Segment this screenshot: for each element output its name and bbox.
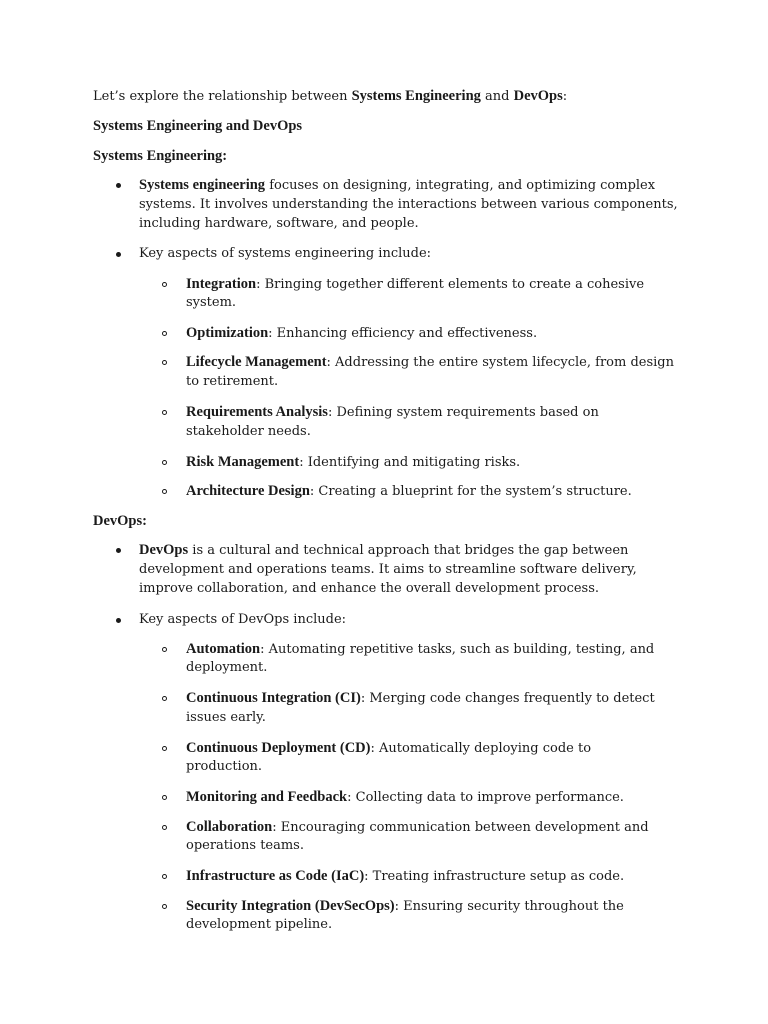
circle-bullet <box>162 460 167 465</box>
circle-bullet <box>162 874 167 879</box>
se-item-term: Integration <box>186 276 257 292</box>
circle-bullet <box>162 360 167 365</box>
bullet-dot <box>116 183 121 188</box>
intro-term-systems-engineering: Systems Engineering <box>351 88 481 104</box>
se-item-architecture <box>186 481 632 502</box>
circle-bullet <box>162 825 167 830</box>
bullet-dot <box>116 252 121 257</box>
se-bullet-1-term: Systems engineering <box>139 177 266 193</box>
se-item-risk <box>186 452 520 473</box>
se-bullet-1-line-3: including hardware, software, and people. <box>139 216 419 231</box>
se-item-text: : Defining system requirements based on <box>327 405 599 420</box>
devops-item-automation-cont: deployment. <box>186 660 268 675</box>
devops-item-iac <box>186 866 624 887</box>
circle-bullet <box>162 282 167 287</box>
intro-term-devops: DevOps <box>513 88 563 104</box>
devops-item-text: : Ensuring security throughout the <box>394 899 624 914</box>
circle-bullet <box>162 410 167 415</box>
devops-item-text: : Automatically deploying code to <box>370 741 592 756</box>
devops-item-collaboration-cont: operations teams. <box>186 838 304 853</box>
circle-bullet <box>162 795 167 800</box>
devops-item-text: : Automating repetitive tasks, such as building, testing, and <box>260 642 655 657</box>
se-bullet-1-text: focuses on designing, integrating, and optimizing complex <box>265 178 656 193</box>
devops-bullet-1-text: is a cultural and technical approach that bridges the gap between <box>188 543 629 558</box>
devops-item-term: Continuous Integration (CI) <box>186 690 361 706</box>
document-title: Systems Engineering and DevOps <box>93 118 303 134</box>
devops-bullet-1-term: DevOps <box>139 542 189 558</box>
devops-item-term: Automation <box>186 641 261 657</box>
section-heading-devops: DevOps: <box>93 513 147 529</box>
intro-mid: and <box>480 89 514 104</box>
intro-prefix: Let’s explore the relationship between <box>93 89 352 104</box>
se-item-optimization <box>186 323 537 344</box>
se-item-term: Lifecycle Management <box>186 354 327 370</box>
devops-item-ci-cont: issues early. <box>186 710 266 725</box>
devops-bullet-1-line-3: improve collaboration, and enhance the overall development process. <box>139 581 600 596</box>
intro-suffix: : <box>562 89 568 104</box>
intro-paragraph <box>93 86 567 107</box>
devops-item-term: Collaboration <box>186 819 273 835</box>
bullet-dot <box>116 618 121 623</box>
devops-item-collaboration <box>186 817 649 838</box>
devops-item-text: : Merging code changes frequently to detect <box>360 691 655 706</box>
devops-item-automation <box>186 639 654 660</box>
bullet-dot <box>116 548 121 553</box>
devops-item-devsecops-cont: development pipeline. <box>186 917 333 932</box>
circle-bullet <box>162 746 167 751</box>
se-item-integration <box>186 274 644 295</box>
devops-item-devsecops <box>186 896 624 917</box>
devops-item-term: Monitoring and Feedback <box>186 789 348 805</box>
devops-item-cd <box>186 738 591 759</box>
se-item-term: Requirements Analysis <box>186 404 328 420</box>
se-item-requirements-cont: stakeholder needs. <box>186 424 311 439</box>
se-bullet-2: Key aspects of systems engineering include: <box>139 246 432 261</box>
circle-bullet <box>162 904 167 909</box>
devops-item-text: : Encouraging communication between development and <box>272 820 649 835</box>
devops-item-monitoring <box>186 787 624 808</box>
devops-bullet-2: Key aspects of DevOps include: <box>139 612 347 627</box>
se-item-text: : Enhancing efficiency and effectiveness. <box>268 326 538 341</box>
se-item-text: : Bringing together different elements to create a cohesive <box>256 277 645 292</box>
se-item-text: : Identifying and mitigating risks. <box>299 455 521 470</box>
circle-bullet <box>162 489 167 494</box>
se-item-requirements <box>186 402 599 423</box>
se-item-integration-cont: system. <box>186 295 237 310</box>
devops-item-text: : Treating infrastructure setup as code. <box>364 869 625 884</box>
devops-item-ci <box>186 688 655 709</box>
devops-item-term: Infrastructure as Code (IaC) <box>186 868 365 884</box>
circle-bullet <box>162 331 167 336</box>
se-item-text: : Addressing the entire system lifecycle, from design <box>326 355 674 370</box>
se-item-text: : Creating a blueprint for the system’s structure. <box>309 484 632 499</box>
circle-bullet <box>162 696 167 701</box>
se-item-lifecycle <box>186 352 674 373</box>
se-item-term: Architecture Design <box>186 483 310 499</box>
devops-item-cd-cont: production. <box>186 759 263 774</box>
se-bullet-1-line-1 <box>139 175 655 196</box>
circle-bullet <box>162 647 167 652</box>
devops-item-text: : Collecting data to improve performance. <box>347 790 624 805</box>
se-bullet-1-line-2: systems. It involves understanding the interactions between various components, <box>139 197 678 212</box>
se-item-term: Risk Management <box>186 454 300 470</box>
devops-bullet-1-line-2: development and operations teams. It aims to streamline software delivery, <box>139 562 637 577</box>
se-item-term: Optimization <box>186 325 269 341</box>
se-item-lifecycle-cont: to retirement. <box>186 374 279 389</box>
devops-item-term: Security Integration (DevSecOps) <box>186 898 395 914</box>
section-heading-systems-engineering: Systems Engineering: <box>93 148 228 164</box>
devops-item-term: Continuous Deployment (CD) <box>186 740 371 756</box>
devops-bullet-1-line-1 <box>139 540 628 561</box>
